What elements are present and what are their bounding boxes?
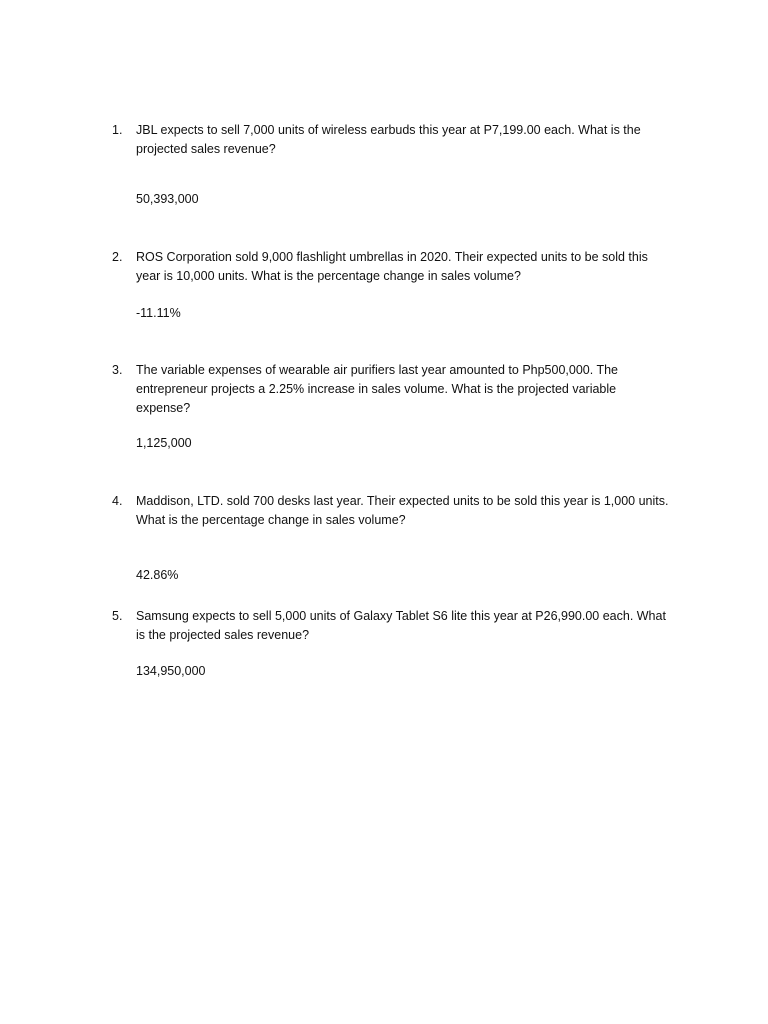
- question-item-3: [112, 361, 672, 450]
- question-item-2: [112, 248, 672, 320]
- question-item-4: [112, 492, 672, 582]
- answer-text: 50,393,000: [136, 192, 199, 206]
- question-number: 1.: [112, 123, 123, 137]
- answer-text: -11.11%: [136, 306, 181, 320]
- question-number: 4.: [112, 494, 123, 508]
- question-text: JBL expects to sell 7,000 units of wireless earbuds this year at P7,199.00 each. What is the projected sales revenue?: [136, 123, 641, 156]
- question-text: Samsung expects to sell 5,000 units of Galaxy Tablet S6 lite this year at P26,990.00 each. What is the projected sales revenue?: [136, 609, 666, 642]
- question-text: Maddison, LTD. sold 700 desks last year. Their expected units to be sold this year is 1,000 units. What is the percentage change in sales volume?: [136, 494, 669, 527]
- question-text: ROS Corporation sold 9,000 flashlight umbrellas in 2020. Their expected units to be sold this year is 10,000 units. What is the percentage change in sales volume?: [136, 250, 648, 283]
- question-item-1: [112, 121, 672, 206]
- answer-text: 1,125,000: [136, 436, 192, 450]
- question-item-5: [112, 607, 672, 678]
- question-number: 2.: [112, 250, 123, 264]
- question-number: 5.: [112, 609, 123, 623]
- question-text: The variable expenses of wearable air purifiers last year amounted to Php500,000. The entrepreneur projects a 2.25% increase in sales volume. What is the projected variable expense?: [136, 363, 619, 415]
- answer-text: 134,950,000: [136, 664, 206, 678]
- answer-text: 42.86%: [136, 568, 179, 582]
- question-number: 3.: [112, 363, 123, 377]
